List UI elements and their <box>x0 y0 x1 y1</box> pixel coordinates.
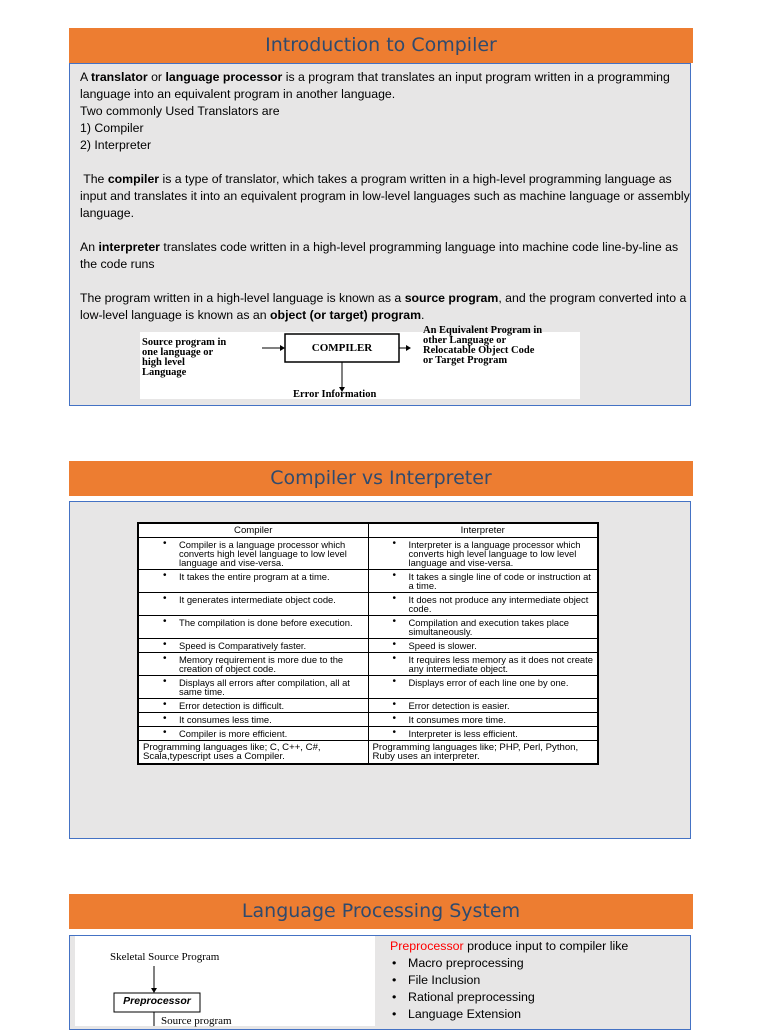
lps-skeletal-label: Skeletal Source Program <box>110 951 220 963</box>
diagram-output-label <box>423 326 542 366</box>
preprocessor-items <box>390 955 690 1023</box>
section2-body <box>69 501 691 839</box>
table-row <box>138 727 598 741</box>
language-processing-diagram <box>75 936 375 1026</box>
header-interpreter: Interpreter <box>368 523 598 538</box>
diagram-text: other Language or <box>423 335 507 346</box>
lps-preprocessor-box: Preprocessor <box>123 995 191 1007</box>
table-cell: • Interpreter is a language processor which converts high level language to low level language and vise-versa. <box>368 538 598 570</box>
diagram-error-label: Error Information <box>293 389 377 400</box>
table-row <box>138 676 598 699</box>
paragraph-translator <box>80 69 690 103</box>
diagram-compiler-box: COMPILER <box>311 342 373 354</box>
table-cell: • It does not produce any intermediate object code. <box>368 593 598 616</box>
preprocessor-intro <box>390 938 690 955</box>
text-span: translates code written in a high-level programming language into machine code line-by-line as the code runs <box>80 240 679 271</box>
diagram-text: Relocatable Object Code <box>423 345 535 356</box>
section1-title: Introduction to Compiler <box>69 28 693 63</box>
lps-source-label: Source program <box>161 1015 232 1027</box>
table-cell: • Speed is Comparatively faster. <box>138 639 368 653</box>
table-row <box>138 653 598 676</box>
section1-body <box>69 63 691 406</box>
table-cell: • Displays all errors after compilation, all at same time. <box>138 676 368 699</box>
table-cell: • Error detection is difficult. <box>138 699 368 713</box>
diagram-input-label <box>142 338 226 378</box>
table-cell: • Compiler is more efficient. <box>138 727 368 741</box>
table-cell: • It takes the entire program at a time. <box>138 570 368 593</box>
diagram-text: or Target Program <box>423 355 508 366</box>
term-interpreter: interpreter <box>98 240 160 254</box>
diagram-text: high level <box>142 357 185 368</box>
table-cell: • Interpreter is less efficient. <box>368 727 598 741</box>
table-cell: • Speed is slower. <box>368 639 598 653</box>
table-cell: • Memory requirement is more due to the creation of object code. <box>138 653 368 676</box>
term-translator: translator <box>90 70 148 84</box>
table-cell: Programming languages like; PHP, Perl, Python, Ruby uses an interpreter. <box>368 741 598 765</box>
table-row <box>138 713 598 727</box>
section2-title: Compiler vs Interpreter <box>69 461 693 496</box>
table-cell: • It consumes more time. <box>368 713 598 727</box>
table-cell: Programming languages like; C, C++, C#, Scala,typescript uses a Compiler. <box>138 741 368 765</box>
section3-title: Language Processing System <box>69 894 693 929</box>
term-object-program: object (or target) program <box>270 308 422 322</box>
compiler-diagram <box>140 325 580 400</box>
diagram-text: Language <box>142 367 187 378</box>
list-item: • Rational preprocessing <box>390 989 690 1006</box>
text-span: An <box>80 240 99 254</box>
table-cell: • It requires less memory as it does not create any intermediate object. <box>368 653 598 676</box>
term-compiler: compiler <box>107 172 160 186</box>
list-item: • File Inclusion <box>390 972 690 989</box>
text-span: is a program that translates an input program written in a programming language into an equivalent program in another language. <box>80 70 670 101</box>
text-span: The program written in a high-level language is known as a <box>80 291 405 305</box>
intro-text <box>80 69 690 324</box>
table-footer-row <box>138 741 598 765</box>
table-cell: • Displays error of each line one by one. <box>368 676 598 699</box>
text-span: The <box>80 172 108 186</box>
term-source-program: source program <box>404 291 499 305</box>
table-row <box>138 616 598 639</box>
table-row <box>138 699 598 713</box>
list-item: • Language Extension <box>390 1006 690 1023</box>
table-cell: • It generates intermediate object code. <box>138 593 368 616</box>
paragraph-compiler <box>80 171 690 222</box>
comparison-table <box>137 522 599 765</box>
table-cell: • It consumes less time. <box>138 713 368 727</box>
text-span: produce input to compiler like <box>463 939 629 953</box>
table-cell: • Compilation and execution takes place simultaneously. <box>368 616 598 639</box>
text-span: . <box>421 308 425 322</box>
table-row <box>138 593 598 616</box>
table-header-row <box>138 523 598 538</box>
text-span: , and the program converted into a low-level language is known as an <box>80 291 687 322</box>
paragraph-translators-intro: Two commonly Used Translators are <box>80 104 280 118</box>
text-span: or <box>147 70 166 84</box>
table-cell: • The compilation is done before execution. <box>138 616 368 639</box>
table-row <box>138 639 598 653</box>
term-language-processor: language processor <box>165 70 283 84</box>
section3-body <box>69 935 691 1030</box>
table-row <box>138 538 598 570</box>
table-cell: • It takes a single line of code or instruction at a time. <box>368 570 598 593</box>
header-compiler: Compiler <box>138 523 368 538</box>
text-span: A <box>80 70 91 84</box>
list-item: • Macro preprocessing <box>390 955 690 972</box>
table-row <box>138 570 598 593</box>
list-item-interpreter: 2) Interpreter <box>80 138 152 152</box>
diagram-text: one language or <box>142 347 214 358</box>
text-span: is a type of translator, which takes a program written in a high-level programming language as input and translates it into an equivalent program in low-level languages such as machine language or assembly language. <box>80 172 690 220</box>
table-cell: • Error detection is easier. <box>368 699 598 713</box>
paragraph-interpreter <box>80 239 690 273</box>
preprocessor-list <box>390 938 690 1023</box>
term-preprocessor: Preprocessor <box>390 939 464 953</box>
lps-diagram-lines <box>75 936 375 1026</box>
diagram-text: Source program in <box>142 337 227 348</box>
diagram-text: An Equivalent Program in <box>423 325 543 336</box>
paragraph-source-object <box>80 290 690 324</box>
list-item-compiler: 1) Compiler <box>80 121 144 135</box>
table-cell: • Compiler is a language processor which converts high level language to low level language and vise-versa. <box>138 538 368 570</box>
